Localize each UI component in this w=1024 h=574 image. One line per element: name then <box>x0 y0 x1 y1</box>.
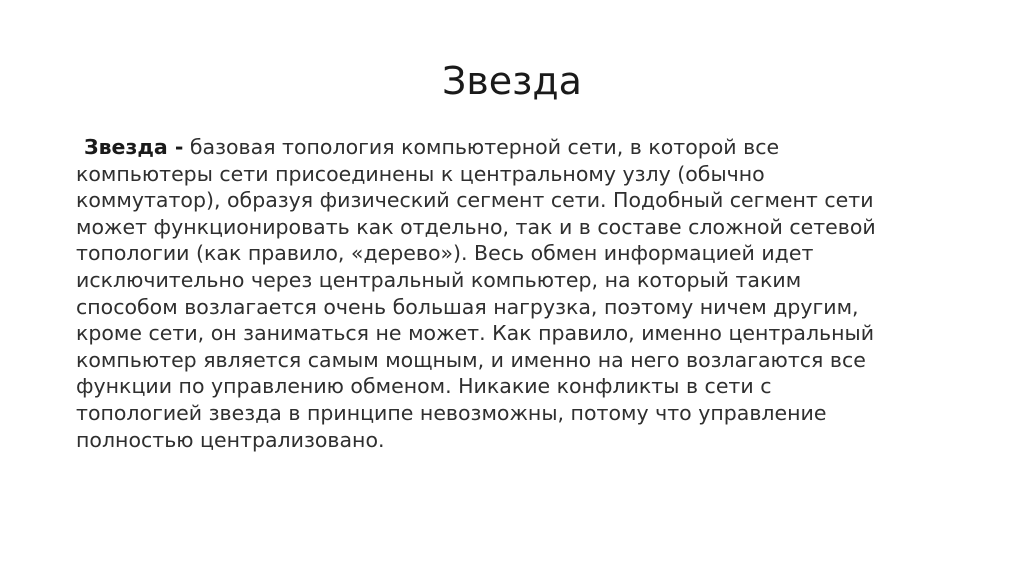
body-line: функции по управлению обменом. Никакие конфликты в сети с <box>76 374 772 399</box>
body-line: полностью централизовано. <box>76 427 385 452</box>
body-line: топологии (как правило, «дерево»). Весь обмен информацией идет <box>76 241 814 266</box>
body-line: может функционировать как отдельно, так и в составе сложной сетевой <box>76 214 876 239</box>
body-line: способом возлагается очень большая нагрузка, поэтому ничем другим, <box>76 294 859 319</box>
body-line: базовая топология компьютерной сети, в которой все <box>183 135 780 159</box>
body-line: топологией звезда в принципе невозможны, потому что управление <box>76 400 827 425</box>
body-line: компьютер является самым мощным, и именно на него возлагаются все <box>76 347 866 372</box>
slide-title: Звезда <box>442 59 582 103</box>
body-line: кроме сети, он заниматься не может. Как правило, именно центральный <box>76 321 875 346</box>
body-line: компьютеры сети присоединены к центральному узлу (обычно <box>76 161 765 186</box>
lead-term: Звезда - <box>84 135 184 159</box>
body-line: коммутатор), образуя физический сегмент сети. Подобный сегмент сети <box>76 188 874 213</box>
body-line: исключительно через центральный компьютер, на который таким <box>76 267 802 292</box>
slide-body-text <box>76 134 956 453</box>
